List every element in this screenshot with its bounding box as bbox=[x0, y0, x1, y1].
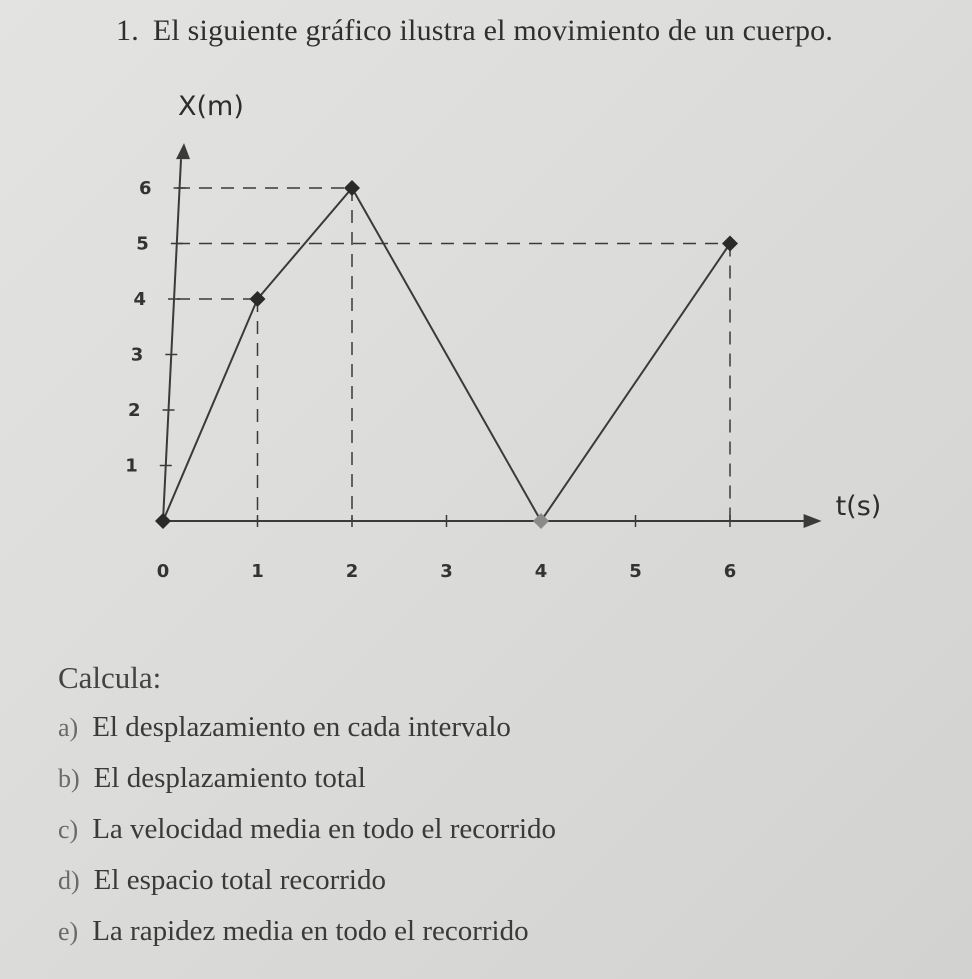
x-tick-label: 3 bbox=[440, 561, 453, 582]
y-tick-label: 2 bbox=[127, 400, 141, 421]
data-point bbox=[155, 513, 171, 529]
y-tick-label: 6 bbox=[139, 178, 152, 199]
y-tick-label: 3 bbox=[130, 344, 144, 366]
question-letter: d) bbox=[58, 866, 80, 895]
question-item-c bbox=[58, 804, 556, 855]
series-line bbox=[163, 188, 730, 521]
x-tick-label: 6 bbox=[723, 561, 737, 582]
y-axis-line bbox=[163, 159, 181, 521]
problem-number: 1. bbox=[116, 14, 139, 47]
x-tick-label: 0 bbox=[156, 561, 170, 582]
x-tick-label: 2 bbox=[345, 561, 359, 582]
series-layer bbox=[163, 188, 730, 521]
dashed-guides bbox=[177, 188, 730, 521]
y-tick-label: 5 bbox=[136, 233, 149, 255]
y-tick-label: 1 bbox=[125, 455, 138, 477]
question-letter: e) bbox=[58, 917, 79, 946]
question-text: La velocidad media en todo el recorrido bbox=[92, 813, 557, 845]
question-text: El desplazamiento total bbox=[93, 762, 366, 794]
axes bbox=[163, 143, 822, 528]
question-letter: b) bbox=[58, 764, 80, 793]
x-tick-label: 5 bbox=[629, 561, 642, 582]
y-tick-label: 4 bbox=[133, 289, 147, 310]
y-axis-arrow bbox=[176, 143, 190, 159]
question-letter: a) bbox=[58, 713, 79, 742]
x-axis-title: t(s) bbox=[835, 491, 882, 522]
x-tick-label: 4 bbox=[534, 561, 548, 582]
question-list bbox=[58, 702, 556, 957]
calc-section bbox=[58, 660, 556, 957]
x-tick-label: 1 bbox=[251, 561, 264, 582]
data-point bbox=[533, 513, 549, 529]
question-item-d bbox=[58, 855, 556, 906]
question-item-b bbox=[58, 753, 556, 804]
question-text: El desplazamiento en cada intervalo bbox=[92, 711, 511, 743]
question-letter: c) bbox=[58, 815, 79, 844]
question-text: La rapidez media en todo el recorrido bbox=[92, 915, 529, 947]
question-item-e bbox=[58, 906, 556, 957]
y-axis-title: X(m) bbox=[178, 91, 244, 122]
question-item-a bbox=[58, 702, 556, 753]
question-text: El espacio total recorrido bbox=[93, 864, 386, 896]
data-point bbox=[722, 236, 738, 252]
problem-title: El siguiente gráfico ilustra el movimiento de un cuerpo. bbox=[152, 14, 834, 47]
x-axis-arrow bbox=[804, 514, 822, 528]
calc-heading: Calcula: bbox=[58, 660, 162, 695]
